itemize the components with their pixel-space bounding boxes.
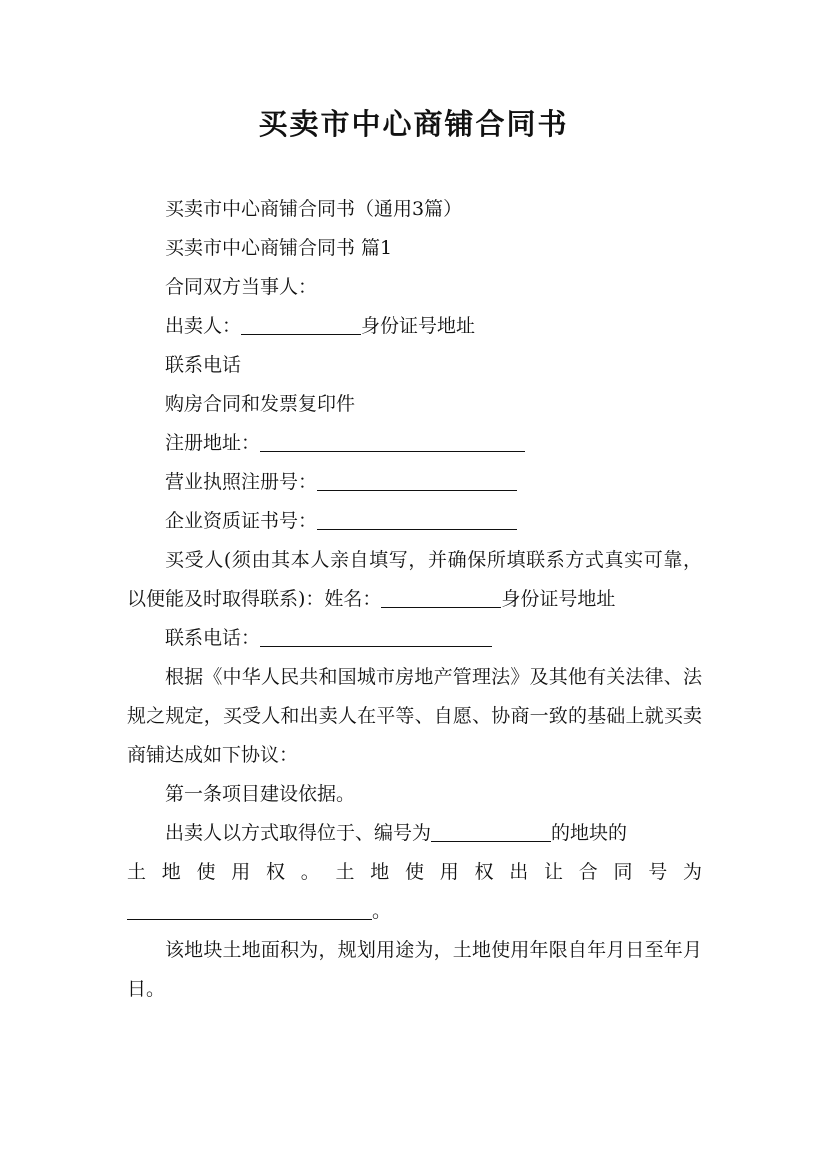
land-text-4: 。	[372, 900, 392, 922]
chapter-heading: 买卖市中心商铺合同书 篇1	[165, 237, 393, 259]
land-text-1: 出卖人以方式取得位于、编号为	[165, 822, 432, 844]
buyer-phone-line	[127, 619, 702, 658]
purchase-copy: 购房合同和发票复印件	[165, 393, 356, 415]
seller-id-address: 身份证号地址	[361, 315, 476, 337]
seller-label: 出卖人：	[165, 315, 242, 337]
buyer-phone-label: 联系电话：	[165, 627, 261, 649]
land-paragraph-3	[127, 892, 702, 931]
seller-blank[interactable]	[241, 312, 361, 335]
seller-line	[127, 307, 702, 346]
land-number-blank[interactable]	[431, 819, 551, 842]
land-paragraph-1	[127, 814, 702, 853]
contract-number-blank[interactable]	[127, 897, 372, 920]
document-heading: 买卖市中心商铺合同书（通用3篇）	[165, 198, 463, 220]
land-text-2: 的地块的	[551, 822, 628, 844]
land-paragraph-2: 土地使用权。土地使用权出让合同号为	[127, 861, 702, 883]
buyer-name-blank[interactable]	[381, 585, 501, 608]
registered-address-blank[interactable]	[260, 429, 525, 452]
business-license-label: 营业执照注册号：	[165, 471, 318, 493]
business-license-blank[interactable]	[317, 468, 517, 491]
document-body	[127, 190, 702, 1009]
buyer-phone-blank[interactable]	[260, 624, 492, 647]
area-paragraph: 该地块土地面积为，规划用途为，土地使用年限自年月日至年月日。	[127, 939, 702, 1000]
document-title: 买卖市中心商铺合同书	[258, 107, 569, 141]
buyer-id-address: 身份证号地址	[501, 588, 616, 610]
parties-label: 合同双方当事人：	[165, 276, 318, 298]
business-license-line	[127, 463, 702, 502]
basis-paragraph: 根据《中华人民共和国城市房地产管理法》及其他有关法律、法规之规定，买受人和出卖人在平等、自愿、协商一致的基础上就买卖商铺达成如下协议：	[127, 666, 702, 766]
qualification-cert-blank[interactable]	[317, 507, 517, 530]
qualification-cert-line	[127, 502, 702, 541]
registered-address-label: 注册地址：	[165, 432, 261, 454]
buyer-paragraph	[127, 541, 702, 619]
article-1-heading: 第一条项目建设依据。	[165, 783, 356, 805]
registered-address-line	[127, 424, 702, 463]
qualification-cert-label: 企业资质证书号：	[165, 510, 318, 532]
contact-phone-label: 联系电话	[165, 354, 242, 376]
buyer-text: 买受人(须由其本人亲自填写，并确保所填联系方式真实可靠，以便能及时取得联系)：姓名：	[127, 549, 702, 610]
